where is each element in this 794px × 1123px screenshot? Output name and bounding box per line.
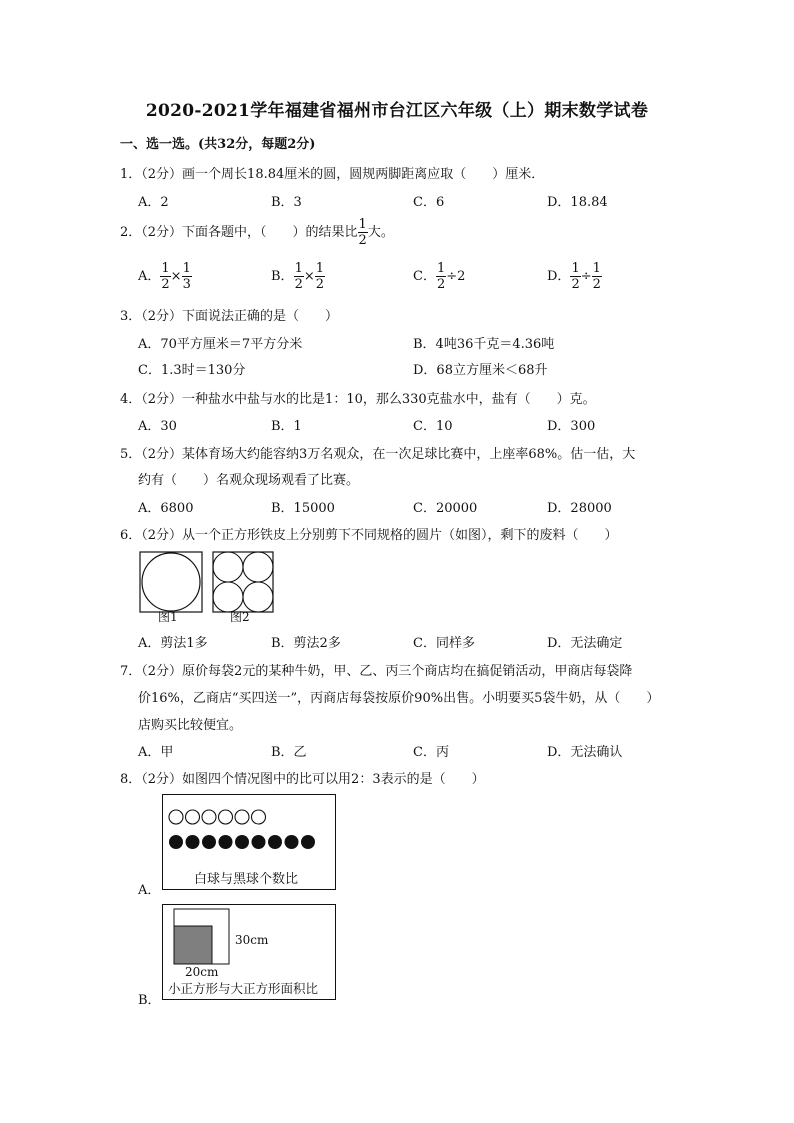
q5-option-b: B．15000 [271, 501, 335, 516]
q1-option-d: D．18.84 [547, 195, 608, 210]
q2-option-a: A． $\frac{1}{2}$ × $\frac{1}{3}$ [138, 261, 191, 292]
q4-option-b: B．1 [271, 419, 302, 434]
page-title: 2020-2021学年福建省福州市台江区六年级（上）期末数学试卷 [145, 101, 649, 121]
question-2-stem [120, 218, 394, 247]
black-ball [235, 835, 249, 849]
q4-option-d: D．300 [547, 419, 596, 434]
white-ball [235, 810, 249, 824]
q5-option-c: C．20000 [413, 501, 478, 516]
q3-option-a: A．70平方厘米＝7平方分米 [138, 337, 303, 352]
q2-option-d: D． $\frac{1}{2}$ ÷ $\frac{1}{2}$ [547, 261, 601, 292]
q3-option-d: D．68立方厘米＜68升 [413, 363, 548, 378]
question-3-stem: 3．（2分）下面说法正确的是（ ） [120, 309, 339, 324]
q2-stem-pre: 2．（2分）下面各题中，（ ）的结果比 [120, 225, 358, 240]
fig2-circle [213, 552, 243, 582]
black-ball [268, 835, 282, 849]
q8-option-b-label: B． [138, 993, 161, 1008]
q3-option-c: C．1.3时＝130分 [138, 363, 246, 378]
q1-option-b: B．3 [271, 195, 302, 210]
fraction-one-half: $\frac{1}{2}$ [358, 217, 367, 248]
section-heading: 一、选一选。(共32分，每题2分) [120, 137, 316, 152]
q1-option-a: A．2 [138, 195, 169, 210]
q6-option-c: C．同样多 [413, 636, 475, 651]
black-ball [219, 835, 233, 849]
fig2-square [213, 552, 273, 612]
q7-option-a: A．甲 [138, 745, 174, 760]
q8-figure-b [162, 904, 337, 1001]
figure-a-caption: 白球与黑球个数比 [194, 872, 299, 887]
fig1-circle [142, 553, 200, 611]
small-square [174, 926, 212, 964]
white-ball [169, 810, 183, 824]
q4-option-a: A．30 [138, 419, 177, 434]
q5-option-d: D．28000 [547, 501, 612, 516]
black-ball [252, 835, 266, 849]
question-8-stem: 8．（2分）如图四个情况图中的比可以用2：3表示的是（ ） [120, 772, 485, 787]
q7-option-b: B．乙 [271, 745, 307, 760]
black-ball [202, 835, 216, 849]
fig2-circle [243, 552, 273, 582]
question-1-stem: 1．（2分）画一个周长18.84厘米的圆，圆规两脚距离应取（ ）厘米． [120, 167, 545, 182]
question-6-stem: 6．（2分）从一个正方形铁皮上分别剪下不同规格的圆片（如图），剩下的废料（ ） [120, 528, 618, 543]
question-7-stem-line3: 店购买比较便宜。 [138, 718, 243, 733]
white-ball [186, 810, 200, 824]
q8-option-a-label: A． [138, 883, 161, 898]
black-ball [169, 835, 183, 849]
black-ball [186, 835, 200, 849]
big-square-label: 30cm [235, 933, 269, 947]
question-7-stem-line2: 价16%，乙商店“买四送一”，丙商店每袋按原价90%出售。小明要买5袋牛奶，从（ ） [138, 691, 660, 706]
question-5-stem-line1: 5．（2分）某体育场大约能容纳3万名观众，在一次足球比赛中，上座率68%。估一估，大 [120, 447, 636, 462]
figure-b-caption: 小正方形与大正方形面积比 [168, 981, 319, 996]
q2-option-b: B． $\frac{1}{2}$ × $\frac{1}{2}$ [271, 261, 325, 292]
question-4-stem: 4．（2分）一种盐水中盐与水的比是1：10，那么330克盐水中，盐有（ ）克。 [120, 392, 596, 407]
fig1-label: 图1 [158, 610, 178, 624]
fig2-label: 图2 [230, 610, 250, 624]
white-ball [202, 810, 216, 824]
q4-option-c: C．10 [413, 419, 453, 434]
q6-option-a: A．剪法1多 [138, 636, 208, 651]
black-ball [301, 835, 315, 849]
q6-option-b: B．剪法2多 [271, 636, 341, 651]
q2-stem-post: 大。 [367, 225, 394, 240]
small-square-label: 20cm [185, 965, 219, 979]
q8-figure-a [162, 794, 337, 891]
black-ball [285, 835, 299, 849]
question-7-stem-line1: 7．（2分）原价每袋2元的某种牛奶，甲、乙、丙三个商店均在搞促销活动，甲商店每袋降 [120, 664, 633, 679]
fig1-square [140, 552, 202, 612]
question-5-stem-line2: 约有（ ）名观众现场观看了比赛。 [138, 473, 360, 488]
q7-option-d: D．无法确认 [547, 745, 623, 760]
white-ball [219, 810, 233, 824]
q5-option-a: A．6800 [138, 501, 194, 516]
q6-option-d: D．无法确定 [547, 636, 623, 651]
q2-option-c: C． $\frac{1}{2}$ ÷2 [413, 261, 466, 292]
q1-option-c: C．6 [413, 195, 445, 210]
q7-option-c: C．丙 [413, 745, 449, 760]
white-ball [252, 810, 266, 824]
q3-option-b: B．4吨36千克＝4.36吨 [413, 337, 555, 352]
